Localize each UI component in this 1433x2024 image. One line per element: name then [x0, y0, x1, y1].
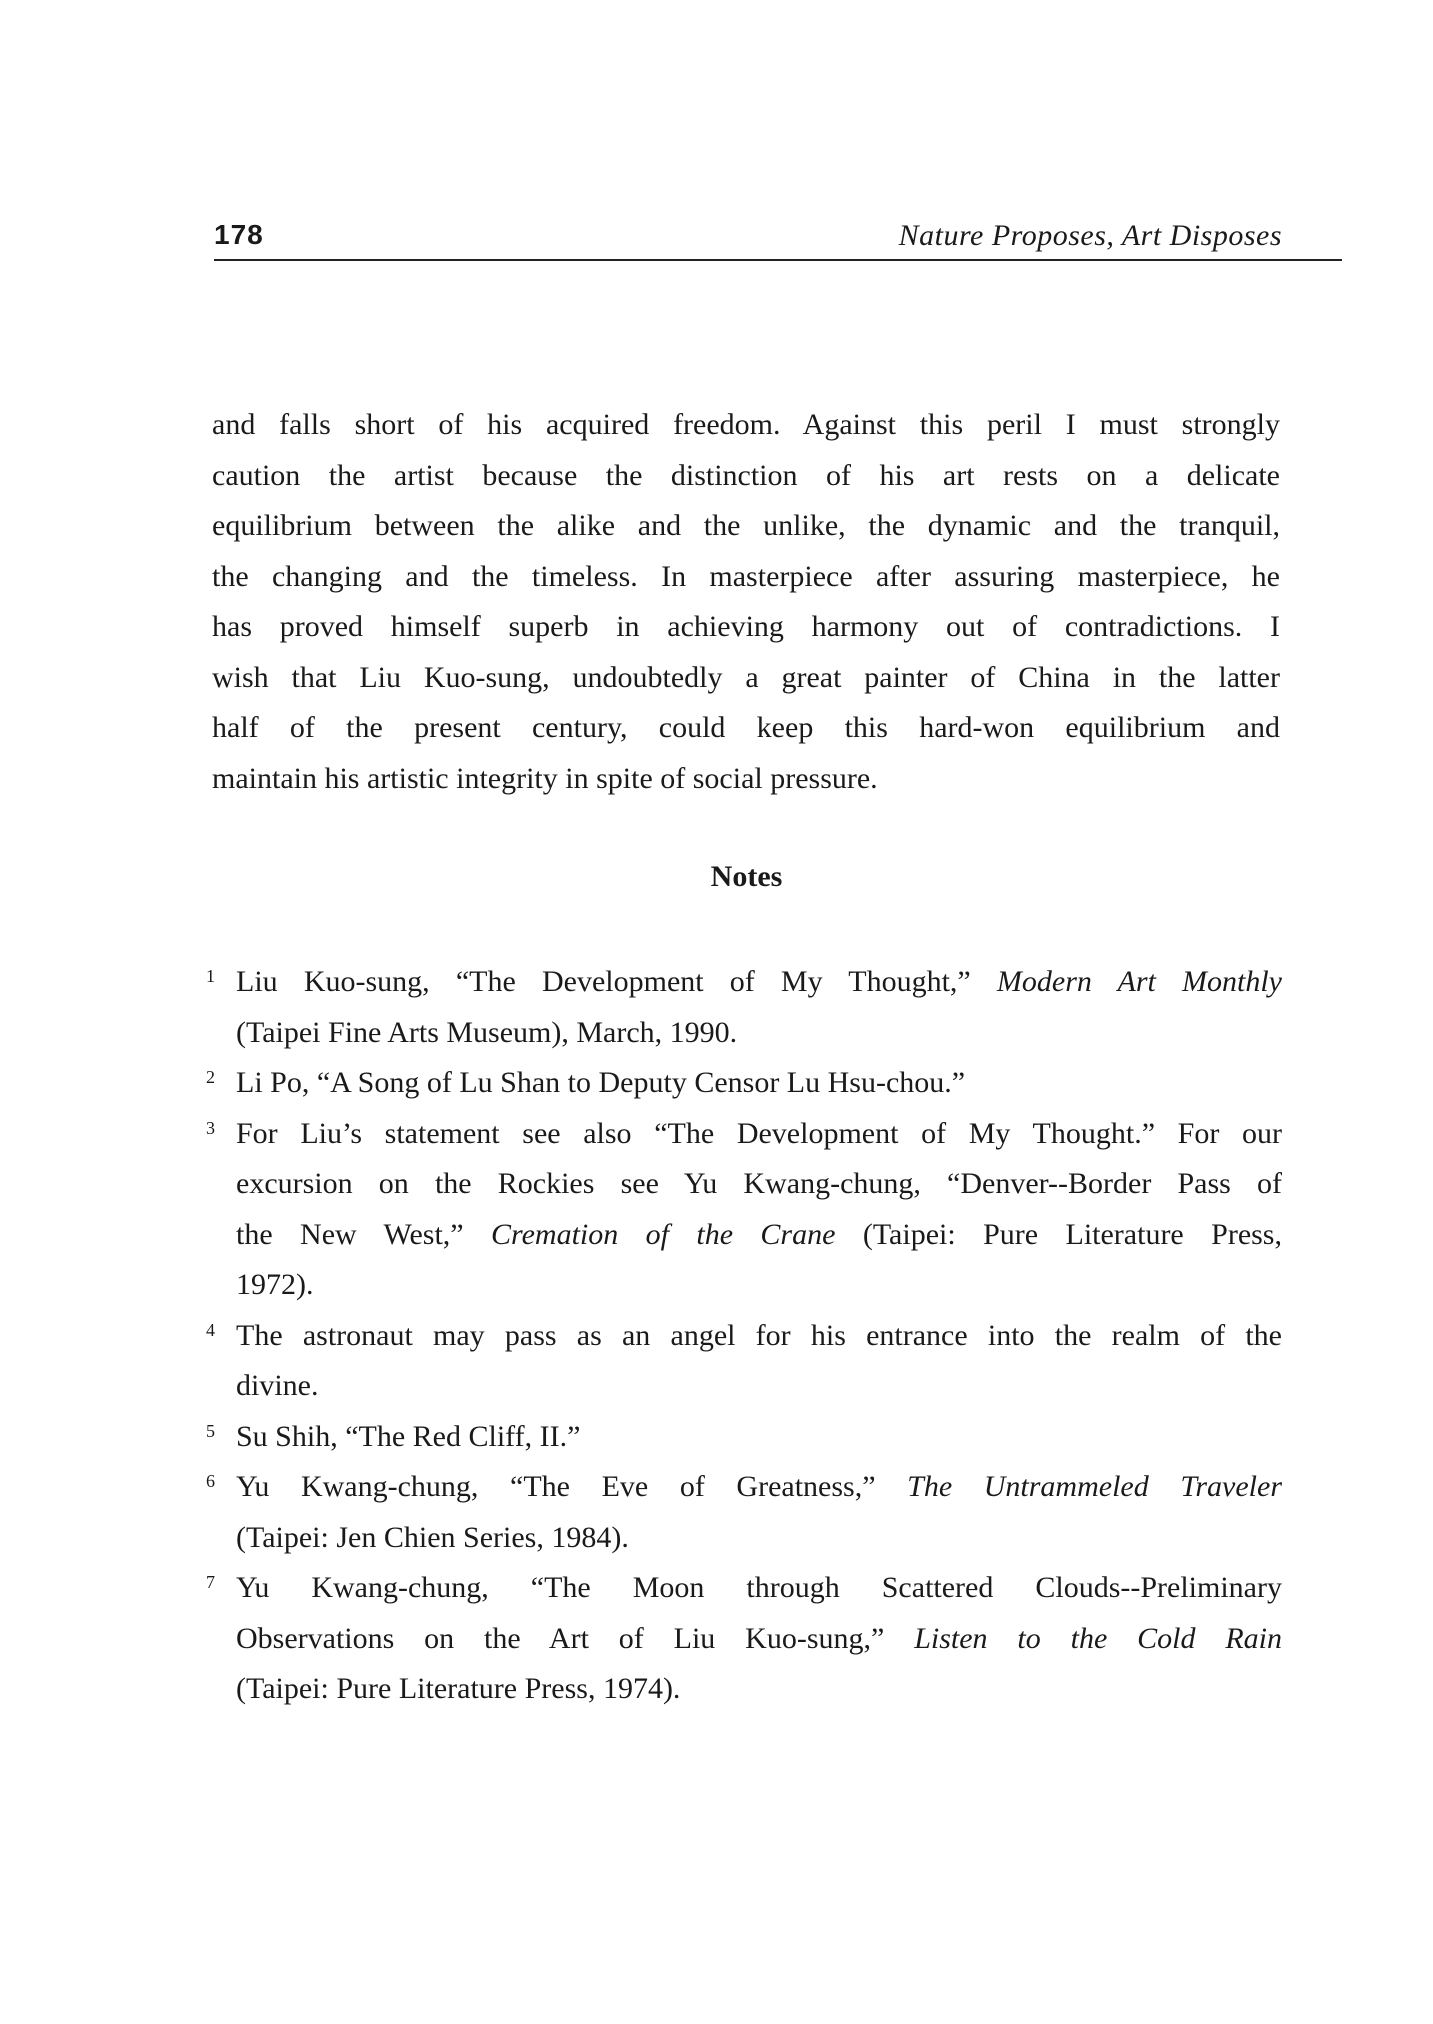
note-line: excursion on the Rockies see Yu Kwang-chung, “Denver--Border Pass of — [236, 1167, 1282, 1200]
note-item — [206, 1412, 1282, 1463]
note-item — [206, 1462, 1282, 1563]
note-line: 1972). — [236, 1268, 314, 1301]
note-number: 1 — [206, 966, 215, 986]
body-line: maintain his artistic integrity in spite of social pressure. — [212, 761, 878, 795]
body-paragraph — [212, 400, 1280, 804]
body-line: half of the present century, could keep this hard-won equilibrium and — [212, 711, 1280, 744]
note-line: (Taipei Fine Arts Museum), March, 1990. — [236, 1015, 738, 1049]
note-line: For Liu’s statement see also “The Development of My Thought.” For our — [236, 1116, 1282, 1150]
note-number: 7 — [206, 1572, 215, 1592]
running-title: Nature Proposes, Art Disposes — [898, 219, 1282, 252]
note-line: Observations on the Art of Liu Kuo-sung,” Listen to the Cold Rain — [236, 1621, 1282, 1655]
note-line: the New West,” Cremation of the Crane (Taipei: Pure Literature Press, — [236, 1217, 1282, 1251]
body-line: equilibrium between the alike and the unlike, the dynamic and the tranquil, — [212, 509, 1280, 542]
note-number: 2 — [206, 1067, 215, 1087]
note-number: 4 — [206, 1319, 215, 1340]
note-number: 3 — [206, 1117, 215, 1138]
note-line: Su Shih, “The Red Cliff, II.” — [236, 1419, 581, 1453]
citation-title: The Untrammeled Traveler — [907, 1470, 1282, 1503]
note-number: 6 — [206, 1471, 215, 1491]
body-line: has proved himself superb in achieving harmony out of contradictions. I — [212, 610, 1280, 643]
note-item — [206, 1058, 1282, 1109]
note-line: Yu Kwang-chung, “The Moon through Scattered Clouds--Preliminary — [236, 1571, 1282, 1604]
body-line: and falls short of his acquired freedom. Against this peril I must strongly — [212, 408, 1280, 441]
body-line: wish that Liu Kuo-sung, undoubtedly a great painter of China in the latter — [212, 660, 1280, 694]
note-line: divine. — [236, 1369, 319, 1402]
note-line: Liu Kuo-sung, “The Development of My Thought,” Modern Art Monthly — [236, 965, 1282, 998]
body-line: caution the artist because the distinction of his art rests on a delicate — [212, 458, 1280, 492]
citation-title: Listen to the Cold Rain — [914, 1621, 1282, 1655]
note-item — [206, 1109, 1282, 1311]
page-header — [214, 213, 1342, 261]
notes-heading: Notes — [710, 860, 783, 893]
note-line: (Taipei: Jen Chien Series, 1984). — [236, 1520, 629, 1554]
note-number: 5 — [206, 1420, 215, 1441]
note-line: Li Po, “A Song of Lu Shan to Deputy Censor Lu Hsu-chou.” — [236, 1066, 966, 1099]
note-line: The astronaut may pass as an angel for his entrance into the realm of the — [236, 1318, 1282, 1352]
citation-title: Modern Art Monthly — [996, 965, 1282, 998]
note-line: Yu Kwang-chung, “The Eve of Greatness,” The Untrammeled Traveler — [236, 1470, 1282, 1503]
page-number: 178 — [214, 219, 264, 250]
note-item — [206, 1563, 1282, 1715]
citation-title: Cremation of the Crane — [491, 1217, 836, 1251]
note-line: (Taipei: Pure Literature Press, 1974). — [236, 1672, 681, 1705]
notes-list — [206, 957, 1282, 1715]
body-line: the changing and the timeless. In masterpiece after assuring masterpiece, he — [212, 559, 1280, 593]
note-item — [206, 1311, 1282, 1412]
note-item — [206, 957, 1282, 1058]
